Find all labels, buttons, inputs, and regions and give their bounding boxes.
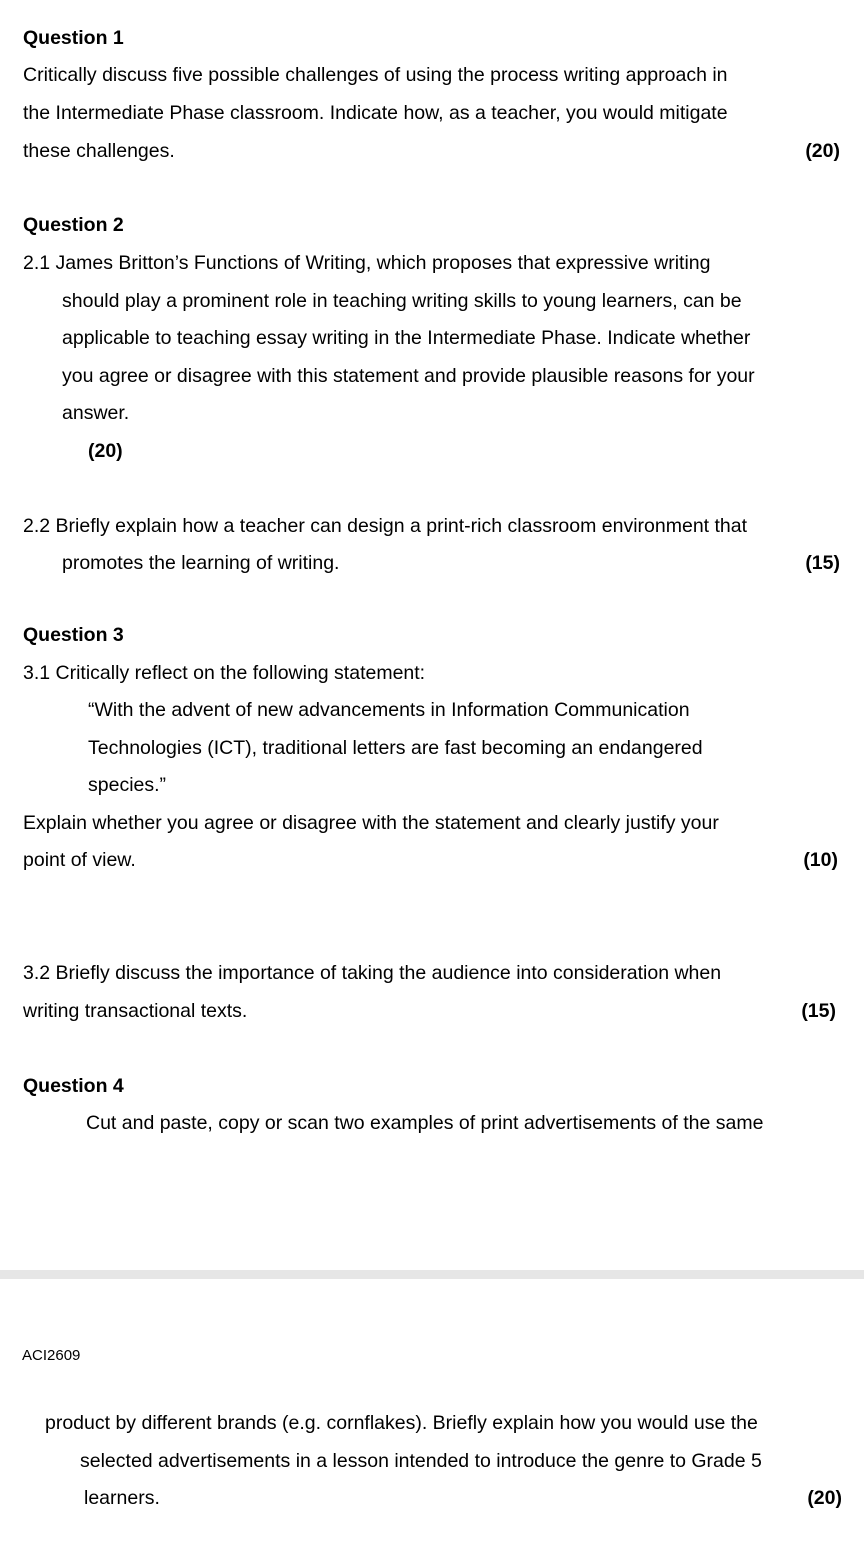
question-3-heading: Question 3 (23, 624, 124, 646)
question-3-1-marks: (10) (803, 849, 838, 871)
quote-line: “With the advent of new advancements in Information Communication (88, 699, 690, 721)
question-1-line: these challenges. (23, 140, 175, 162)
question-1-marks: (20) (805, 140, 840, 162)
question-2-1-line: you agree or disagree with this statement and provide plausible reasons for your (62, 365, 755, 387)
question-1-line: Critically discuss five possible challenges of using the process writing approach in (23, 64, 728, 86)
course-code: ACI2609 (22, 1347, 81, 1364)
question-2-1-line: 2.1 James Britton’s Functions of Writing, which proposes that expressive writing (23, 252, 711, 274)
question-4-line: learners. (84, 1487, 160, 1509)
question-2-2-line: 2.2 Briefly explain how a teacher can design a print-rich classroom environment that (23, 515, 748, 537)
question-4-line: selected advertisements in a lesson intended to introduce the genre to Grade 5 (80, 1450, 762, 1472)
question-3-2-line: 3.2 Briefly discuss the importance of taking the audience into consideration when (23, 962, 722, 984)
question-4-line: product by different brands (e.g. cornflakes). Briefly explain how you would use the (45, 1412, 758, 1434)
question-1-line: the Intermediate Phase classroom. Indicate how, as a teacher, you would mitigate (23, 102, 728, 124)
question-1-heading: Question 1 (23, 27, 124, 49)
question-2-1-line: should play a prominent role in teaching writing skills to young learners, can be (62, 290, 742, 312)
question-2-1-line: answer. (62, 402, 130, 424)
question-4-marks: (20) (807, 1487, 842, 1509)
question-2-heading: Question 2 (23, 214, 124, 236)
question-2-1-marks: (20) (88, 440, 123, 462)
question-2-1-line: applicable to teaching essay writing in the Intermediate Phase. Indicate whether (62, 327, 751, 349)
question-3-1-line: Explain whether you agree or disagree with the statement and clearly justify your (23, 812, 719, 834)
quote-line: species.” (88, 774, 167, 796)
question-4-line: Cut and paste, copy or scan two examples of print advertisements of the same (86, 1112, 764, 1134)
question-2-2-marks: (15) (805, 552, 840, 574)
question-4-heading: Question 4 (23, 1075, 124, 1097)
question-2-2-line: promotes the learning of writing. (62, 552, 340, 574)
question-3-1-line: point of view. (23, 849, 136, 871)
question-3-2-marks: (15) (801, 1000, 836, 1022)
question-3-1-intro: 3.1 Critically reflect on the following statement: (23, 662, 426, 684)
page-break-divider (0, 1270, 864, 1279)
quote-line: Technologies (ICT), traditional letters are fast becoming an endangered (88, 737, 703, 759)
question-3-2-line: writing transactional texts. (23, 1000, 248, 1022)
